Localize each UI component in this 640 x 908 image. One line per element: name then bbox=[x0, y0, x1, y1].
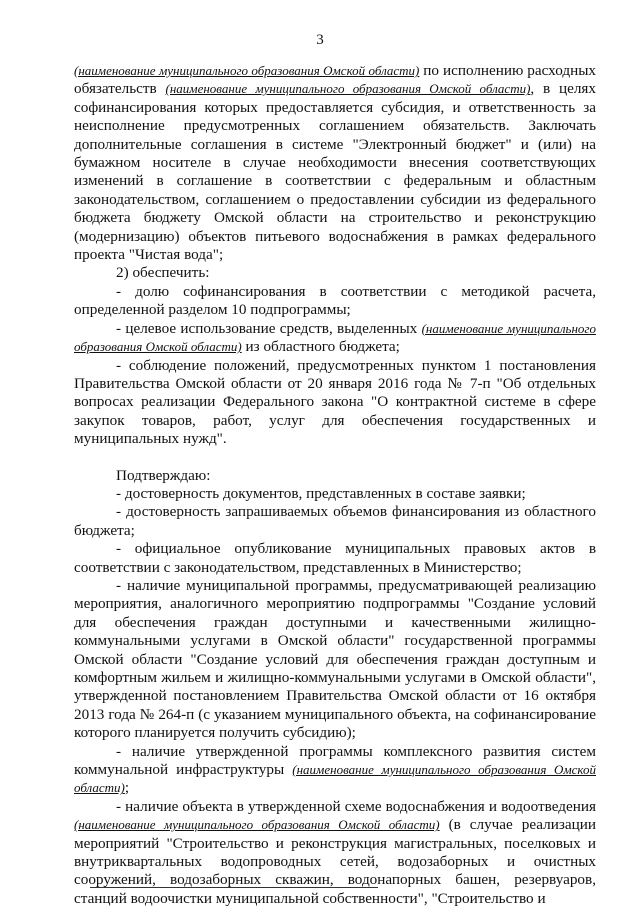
footer-rule bbox=[90, 887, 378, 888]
placeholder-municipality: (наименование муниципального образования Омской области) bbox=[74, 817, 440, 833]
placeholder-municipality: (наименование муниципального образования Омской области) bbox=[74, 63, 420, 78]
paragraph-confirm-heading: Подтверждаю: bbox=[116, 466, 211, 484]
paragraph-municipal-program: - наличие муниципальной программы, предусматривающей реализацию мероприятия, аналогичного мероприятию подпрограммы "Создание условий для обеспечения граждан доступными и качественными жилищно-коммунальными услугами в Омской области" государственной программы Омской области "Создание условий для обеспечения граждан доступным и комфортным жильем и жилищно-коммунальными услугами в Омской области", утвержденной постановлением Правительства Омской области от 16 октября 2013 года № 264-п (с указанием муниципального объекта, на софинансирование которого планируется получить субсидию); bbox=[74, 576, 596, 742]
paragraph-obligations: (наименование муниципального образования Омской области) по исполнению расходных обязательств (наименование муниципального образования Омской области), в целях софинансирования которых предоставляется субсидия, и ответственность за неисполнение предусмотренных соглашением обязательств. Заключать дополнительные соглашения в системе "Электронный бюджет" и (или) на бумажном носителе в случае необходимости внесения соответствующих изменений в соглашение в соответствии с федеральным и областным законодательством, соглашением о предоставлении субсидии из федерального бюджета бюджету Омской области на строительство и реконструкцию (модернизацию) объектов питьевого водоснабжения в рамках федерального проекта "Чистая вода"; bbox=[74, 62, 597, 264]
document-body bbox=[74, 62, 596, 908]
placeholder-municipality: (наименование муниципального образования Омской области) bbox=[165, 81, 531, 97]
paragraph-compliance: - соблюдение положений, предусмотренных пунктом 1 постановления Правительства Омской области от 20 января 2016 года № 7-п "Об отдельных вопросах реализации Федерального закона "О контрактной системе в сфере закупок товаров, работ, услуг для обеспечения государственных и муниципальных нужд". bbox=[74, 356, 596, 448]
page-number: 3 bbox=[316, 32, 324, 48]
placeholder-municipality: (наименование муниципального образования Омской области) bbox=[74, 762, 596, 796]
paragraph-ensure: 2) обеспечить: bbox=[116, 264, 210, 282]
paragraph-cofinancing-share: - долю софинансирования в соответствии с методикой расчета, определенной разделом 10 подпрограммы; bbox=[74, 282, 596, 319]
paragraph-publication: - официальное опубликование муниципальных правовых актов в соответствии с законодательством, представленных в Министерство; bbox=[74, 540, 596, 576]
spacer bbox=[74, 449, 596, 467]
placeholder-municipality: (наименование муниципального образования Омской области) bbox=[74, 320, 596, 355]
paragraph-infrastructure-program: - наличие утвержденной программы комплексного развития систем коммунальной инфраструктуры (наименование муниципального образования Омской области); bbox=[74, 742, 596, 797]
paragraph-documents-reliability: - достоверность документов, представленных в составе заявки; bbox=[116, 484, 526, 502]
paragraph-water-scheme: - наличие объекта в утвержденной схеме водоснабжения и водоотведения (наименование муниципального образования Омской области) (в случае реализации мероприятий "Строительство и реконструкция магистральных, поселковых и внутриквартальных водопроводных сетей, водозаборных и очистных сооружений, водозаборных скважин, водонапорных башен, резервуаров, станций водоочистки муниципальной собственности", "Строительство и bbox=[74, 797, 596, 907]
paragraph-funding-reliability: - достоверность запрашиваемых объемов финансирования из областного бюджета; bbox=[74, 503, 596, 539]
paragraph-targeted-use: - целевое использование средств, выделенных (наименование муниципального образования Омской области) из областного бюджета; bbox=[74, 319, 596, 356]
